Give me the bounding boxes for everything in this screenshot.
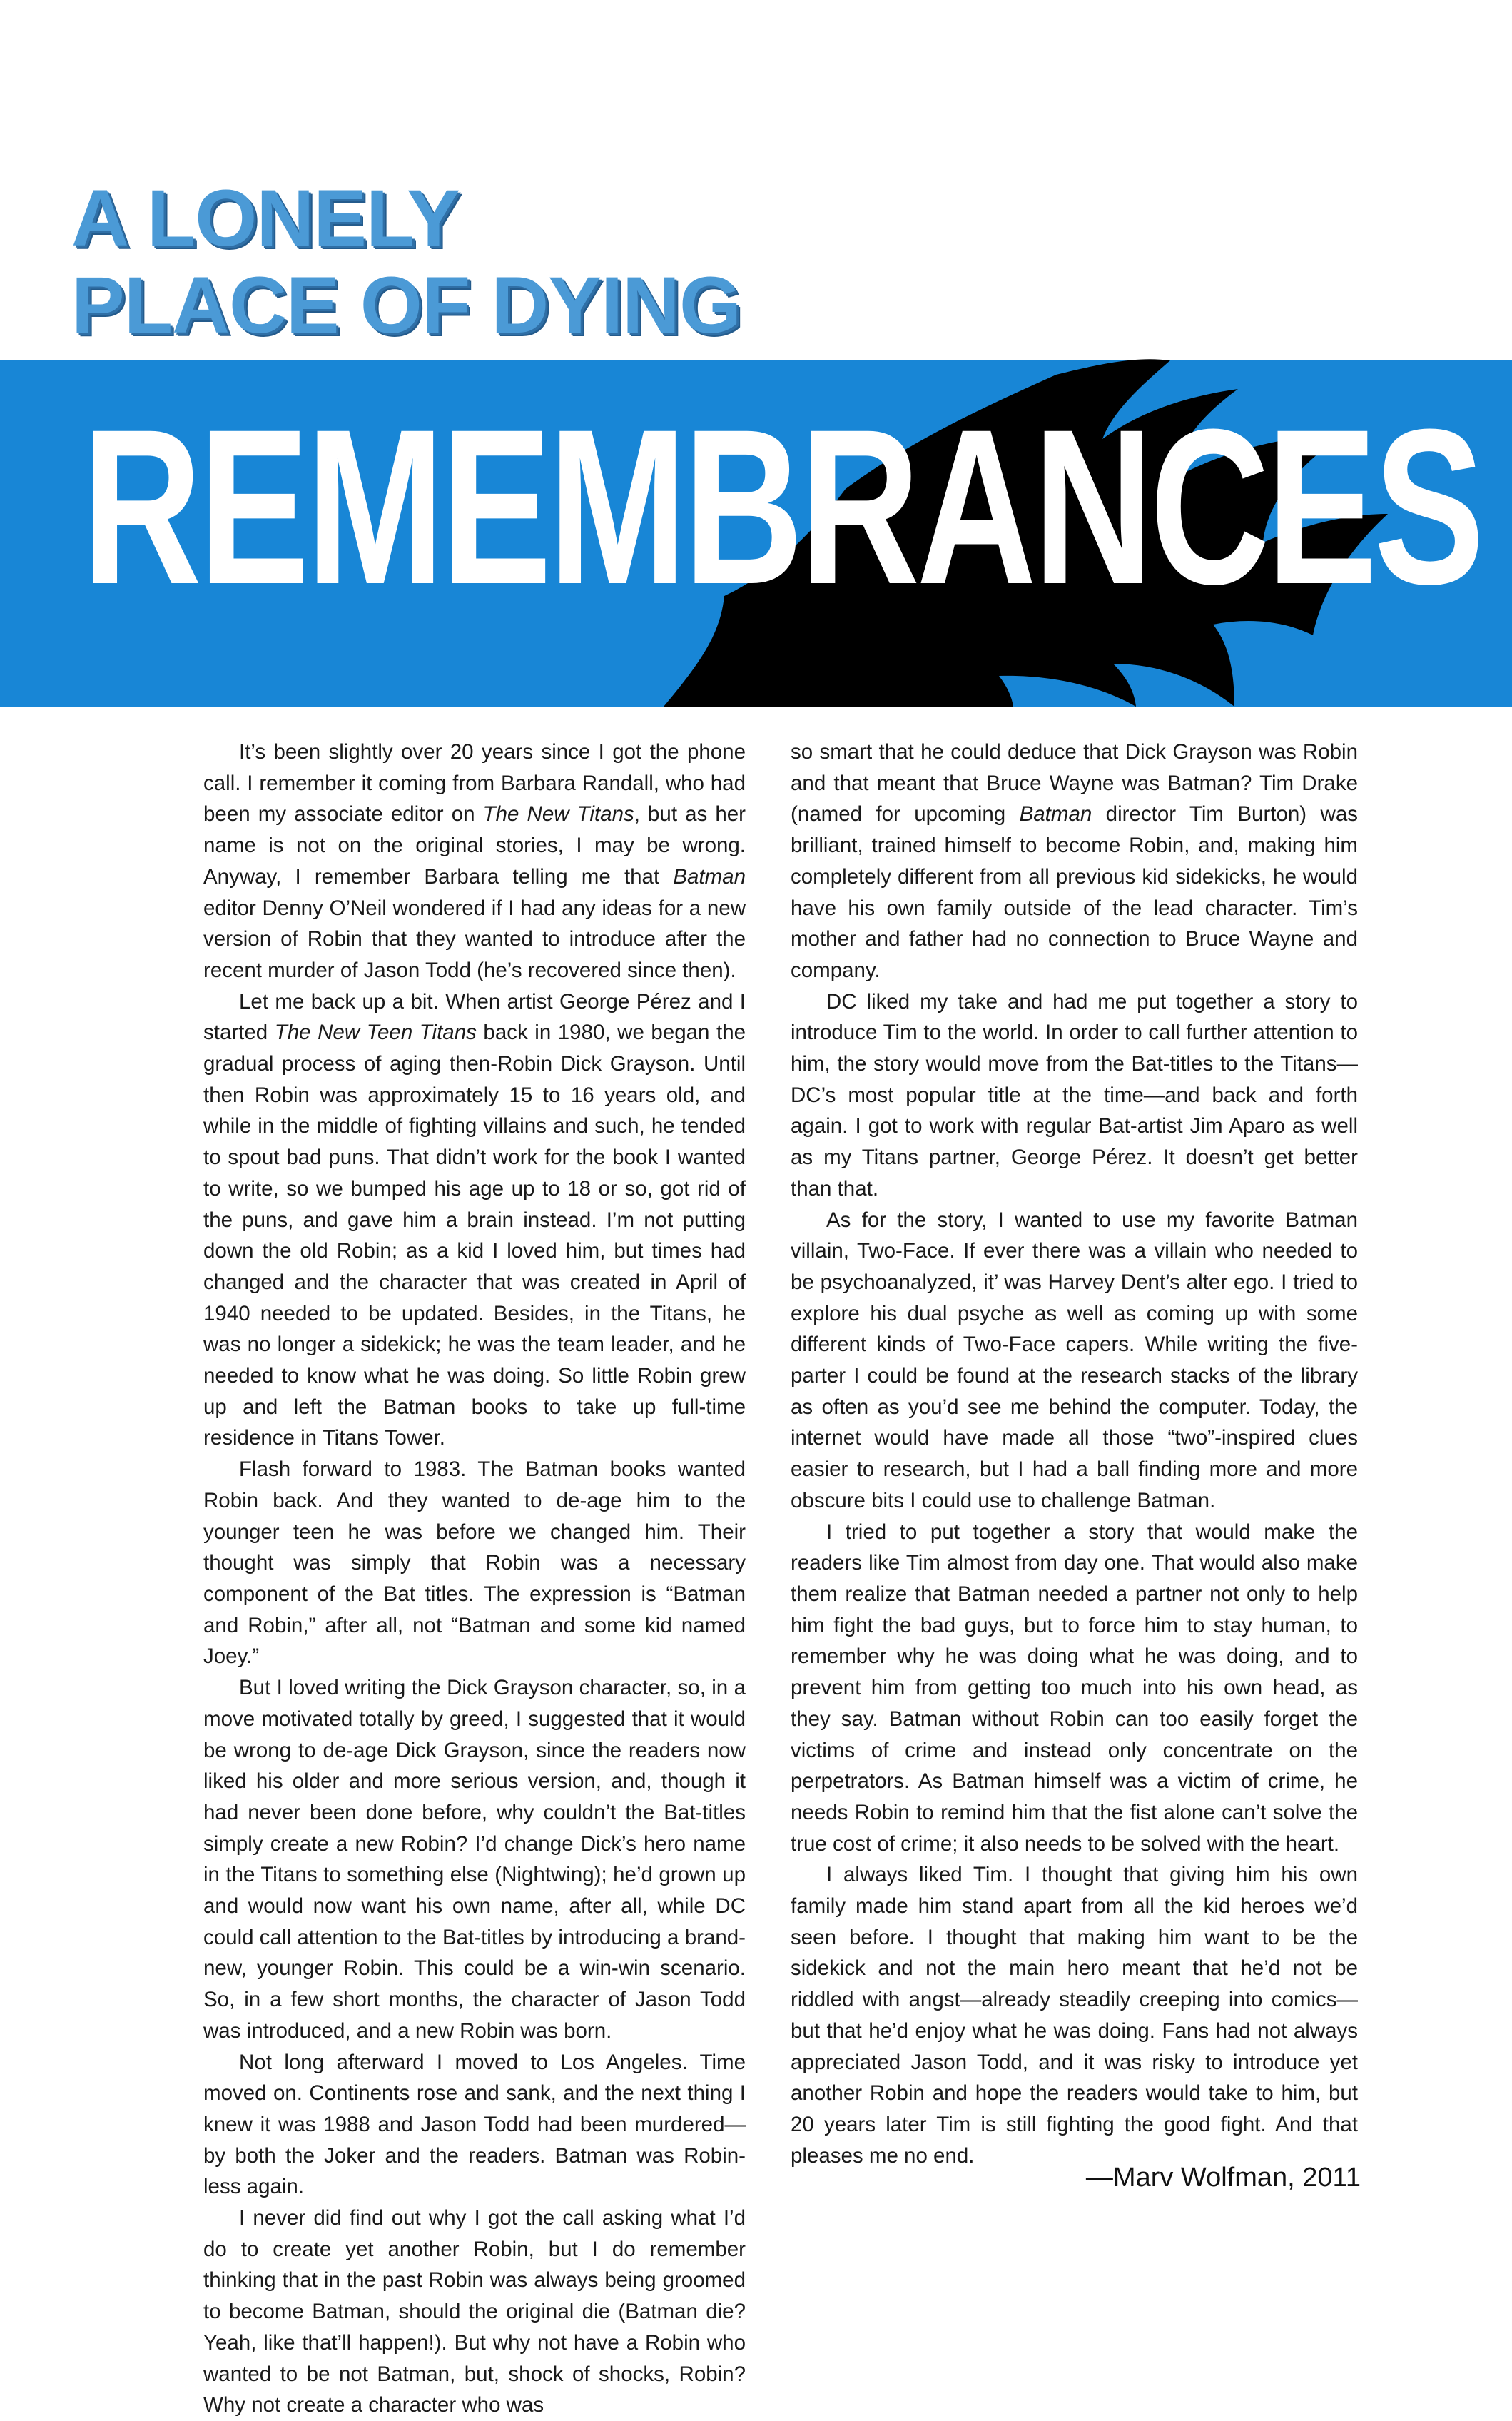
paragraph-text: As for the story, I wanted to use my favorite Batman villain, Two-Face. If ever there was a villain who needed to be psychoanalyzed, it’ was Harvey Dent’s alter ego. I tried to explore his dual psyche as well as coming up with some different kinds of Two-Face capers. While writing the five-parter I could be found at the research stacks of the library as often as you’d see me behind the computer. Today, the internet would have made all those “two”-inspired clues easier to research, but I had a ball finding more and more obscure bits I could use to challenge Batman.: [791, 1208, 1358, 1512]
kicker-line-1: A LONELY: [71, 173, 460, 263]
paragraph-text: Let me back up a bit. When artist George Pérez and I started: [203, 989, 746, 1045]
article-paragraph: [203, 737, 746, 986]
article-paragraph: [791, 1859, 1358, 2171]
paragraph-text: I always liked Tim. I thought that giving him his own family made him stand apart from all the kid heroes we’d seen before. I thought that making him want to be the sidekick and not the main hero meant that he’d not be riddled with angst—already steadily creeping into comics—but that he’d enjoy what he was doing. Fans had not always appreciated Jason Todd, and it was risky to introduce yet another Robin and hope the readers would take to him, but 20 years later Tim is still fighting the good fight. And that pleases me no end.: [791, 1863, 1358, 2168]
page-title: REMEMBRANCES: [82, 383, 1482, 630]
article-paragraph: [791, 1205, 1358, 1517]
author-signature: —Marv Wolfman, 2011: [1085, 2163, 1361, 2193]
paragraph-text: It’s been slightly over 20 years since I got the phone call. I remember it coming from Barbara Randall, who had been my associate editor on: [203, 740, 746, 827]
article-paragraph: [791, 1517, 1358, 1860]
article-paragraph: [791, 986, 1358, 1205]
article-paragraph: [203, 986, 746, 1455]
paragraph-text: back in 1980, we began the gradual process of aging then-Robin Dick Grayson. Until then Robin was approximately 15 to 16 years old, and while in the middle of fighting villains and such, he tended to spout bad puns. That didn’t work for the book I wanted to write, so we bumped his age up to 18 or so, got rid of the puns, and gave him a brain instead. I’m not putting down the old Robin; as a kid I loved him, but times had changed and the character that was created in April of 1940 needed to be updated. Besides, in the Titans, he was no longer a sidekick; he was the team leader, and he needed to know what he was doing. So little Robin grew up and left the Batman books to take up full-time residence in Titans Tower.: [203, 1021, 746, 1450]
paragraph-text: so smart that he could deduce that Dick Grayson was Robin and that meant that Bruce Wayne was Batman? Tim Drake (named for upcoming: [791, 740, 1358, 827]
italic-title-text: The New Teen Titans: [274, 1021, 477, 1045]
article-paragraph: [203, 1454, 746, 1672]
kicker-heading: [71, 175, 741, 349]
paragraph-text: editor Denny O’Neil wondered if I had any ideas for a new version of Robin that they wanted to introduce after the recent murder of Jason Todd (he’s recovered since then).: [203, 896, 746, 982]
paragraph-text: Flash forward to 1983. The Batman books wanted Robin back. And they wanted to de-age him to the younger teen he was before we changed him. Their thought was simply that Robin was a necessary component of the Bat titles. The expression is “Batman and Robin,” after all, not “Batman and some kid named Joey.”: [203, 1457, 746, 1669]
article-column-left: [203, 737, 746, 2421]
italic-title-text: Batman: [673, 864, 746, 889]
article-paragraph: [203, 2203, 746, 2421]
italic-title-text: Batman: [1019, 802, 1092, 827]
italic-title-text: The New Titans: [482, 802, 634, 827]
paragraph-text: director Tim Burton) was brilliant, trained himself to become Robin, and, making him completely different from all previous kid sidekicks, he would have his own family outside of the lead character. Tim’s mother and father had no connection to Bruce Wayne and company.: [791, 802, 1358, 982]
paragraph-text: , but as her name is not on the original stories, I may be wrong. Anyway, I remember Barbara telling me that: [203, 802, 746, 889]
article-paragraph: [203, 2047, 746, 2203]
paragraph-text: DC liked my take and had me put together a story to introduce Tim to the world. In order to call further attention to him, the story would move from the Bat-titles to the Titans—DC’s most popular title at the time—and back and forth again. I got to work with regular Bat-artist Jim Aparo as well as my Titans partner, George Pérez. It doesn’t get better than that.: [791, 989, 1358, 1201]
paragraph-text: I tried to put together a story that would make the readers like Tim almost from day one. That would also make them realize that Batman needed a partner not only to help him fight the bad guys, but to force him to stay human, to remember why he was doing what he was doing, and to prevent him from getting too much into his own head, as they say. Batman without Robin can too easily forget the victims of crime and instead only concentrate on the perpetrators. As Batman himself was a victim of crime, he needs Robin to remind him that the fist alone can’t solve the true cost of crime; it also needs to be solved with the heart.: [791, 1520, 1358, 1856]
article-paragraph: [203, 1672, 746, 2046]
article-column-right: [791, 737, 1358, 2171]
paragraph-text: But I loved writing the Dick Grayson character, so, in a move motivated totally by greed, I suggested that it would be wrong to de-age Dick Grayson, since the readers now liked his older and more serious version, and, though it had never been done before, why couldn’t the Bat-titles simply create a new Robin? I’d change Dick’s hero name in the Titans to something else (Nightwing); he’d grown up and would now want his own name, after all, while DC could call attention to the Bat-titles by introducing a brand-new, younger Robin. This could be a win-win scenario. So, in a few short months, the character of Jason Todd was introduced, and a new Robin was born.: [203, 1676, 746, 2043]
article-paragraph: [791, 737, 1358, 986]
kicker-line-2: PLACE OF DYING: [71, 261, 741, 350]
paragraph-text: Not long afterward I moved to Los Angeles. Time moved on. Continents rose and sank, and the next thing I knew it was 1988 and Jason Todd had been murdered—by both the Joker and the readers. Batman was Robin-less again.: [203, 2050, 746, 2199]
paragraph-text: I never did find out why I got the call asking what I’d do to create yet another Robin, but I do remember thinking that in the past Robin was always being groomed to become Batman, should the original die (Batman die? Yeah, like that’ll happen!). But why not have a Robin who wanted to be not Batman, but, shock of shocks, Robin? Why not create a character who was: [203, 2206, 746, 2417]
